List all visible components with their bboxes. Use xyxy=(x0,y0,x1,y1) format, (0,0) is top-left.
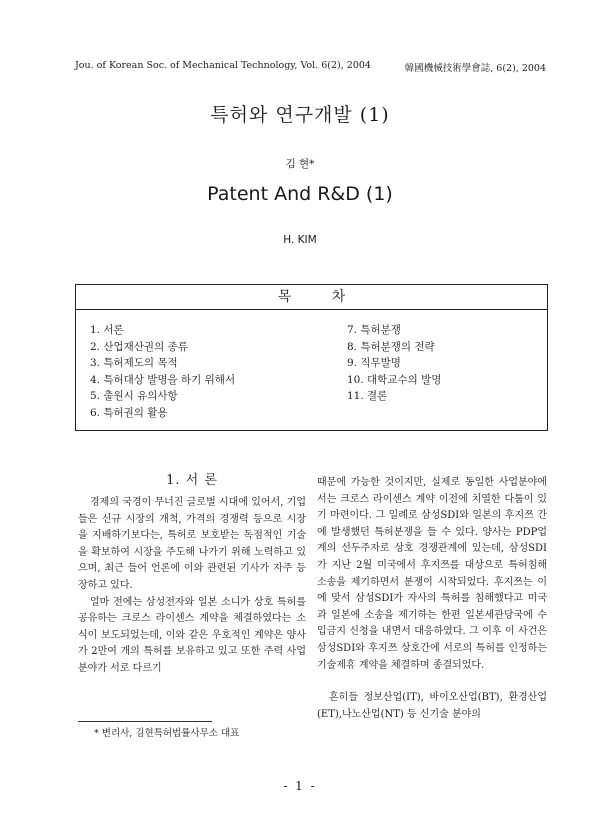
toc-item: 4. 특허대상 발명을 하기 위해서 xyxy=(90,373,236,386)
toc-item: 8. 특허분쟁의 전략 xyxy=(347,340,435,353)
toc-item: 9. 직무발명 xyxy=(347,357,401,369)
paragraph: 때문에 가능한 것이지만, 실제로 동일한 사업분야에서는 크로스 라이센스 계약 이전에 치열한 다툼이 있기 마련이다. 그 일례로 삼성SDI와 일본의 후지쯔 간에 발생했던 특허분쟁을 들 수 있다. 양사는 PDP업계의 선두주자로 상호 경쟁관계에 있는데, 삼성SDI가 지난 2월 미국에서 후지쯔를 대상으로 특허침해 소송을 제기하면서 분쟁이 시작되었다. 후지쯔는 이에 맞서 삼성SDI가 자사의 특허를 침해했다고 미국과 일본에 소송을 제기하는 한편 일본세관당국에 수입금지 신청을 내면서 대응하였다. 그 이후 이 사건은 삼성SDI와 후지쯔 상호간에 서로의 특허를 인정하는 기술제휴 계약을 체결하며 종결되었다. xyxy=(317,477,547,671)
footnote-divider xyxy=(78,721,212,722)
toc-item: 10. 대학교수의 발명 xyxy=(347,373,442,386)
paragraph: 얼마 전에는 삼성전자와 일본 소니가 상호 특허를 공유하는 크로스 라이센스 계약을 체결하였다는 소식이 보도되었는데, 이와 같은 우호적인 계약은 양사가 2만여 개의 특허를 보유하고 있고 또한 주력 사업분야가 서로 다르기 xyxy=(78,596,306,674)
toc-item: 7. 특허분쟁 xyxy=(347,324,401,336)
toc-left-column xyxy=(90,322,235,421)
toc-item: 11. 결론 xyxy=(347,390,388,402)
table-of-contents xyxy=(75,284,548,431)
journal-header-right: 韓國機械技術學會誌, 6(2), 2004 xyxy=(404,63,546,74)
footnote: * 변리사, 김현특허법률사무소 대표 xyxy=(94,728,240,739)
toc-item: 6. 특허권의 활용 xyxy=(90,406,168,419)
author-english: H. KIM xyxy=(283,234,317,246)
toc-item: 5. 출원시 유의사항 xyxy=(90,390,178,402)
body-column-left xyxy=(78,495,306,678)
toc-right-column xyxy=(347,322,441,405)
title-korean: 특허와 연구개발 (1) xyxy=(210,104,390,126)
paragraph: 흔히들 정보산업(IT), 바이오산업(BT), 환경산업(ET),나노산업(NT) 등 신기술 분야의 xyxy=(317,692,547,720)
body-column-right xyxy=(317,475,547,723)
toc-item: 3. 특허제도의 목적 xyxy=(90,357,178,369)
paragraph: 경제의 국경이 무너진 글로벌 시대에 있어서, 기업들은 신규 시장의 개척, 가격의 경쟁력 등으로 시장을 지배하기보다는, 특허로 보호받는 독점적인 기술을 확보하여 시장을 주도해 나가기 위해 노력하고 있으며, 최근 들어 언론에 이와 관련된 기사가 자주 등장하고 있다. xyxy=(78,497,306,591)
toc-item: 1. 서론 xyxy=(90,324,124,336)
section-heading: 1. 서 론 xyxy=(166,473,218,488)
journal-header-left: Jou. of Korean Soc. of Mechanical Technology, Vol. 6(2), 2004 xyxy=(75,60,371,71)
page-number: - 1 - xyxy=(283,779,317,793)
title-english: Patent And R&D (1) xyxy=(207,183,393,205)
toc-item: 2. 산업재산권의 종류 xyxy=(90,340,188,353)
author-korean: 김 현* xyxy=(285,158,315,170)
toc-title: 목 차 xyxy=(76,285,547,310)
